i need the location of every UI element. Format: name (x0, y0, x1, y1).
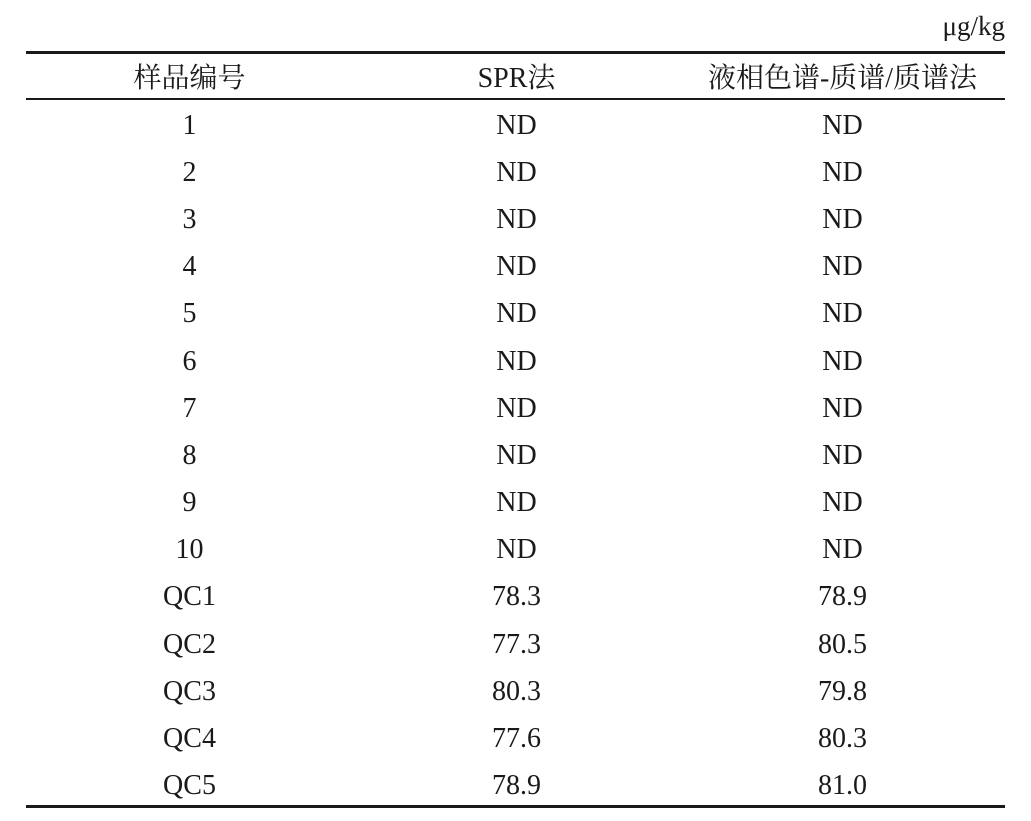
cell-spr-value: 80.3 (492, 675, 541, 707)
cell-spr-value: ND (496, 203, 537, 235)
header-lcmsms-method: 液相色谱-质谱/质谱法 (707, 63, 978, 94)
cell-lcmsms-value: 80.5 (818, 628, 867, 660)
cell-spr-value: ND (496, 109, 537, 141)
cell-lcmsms-value: ND (822, 203, 863, 235)
table-row (26, 196, 1005, 243)
cell-lcmsms-value: ND (822, 392, 863, 424)
cell-sample-id: 1 (182, 109, 197, 141)
cell-sample-id: QC1 (163, 581, 216, 613)
table-row (26, 480, 1005, 527)
cell-sample-id: 7 (182, 392, 197, 424)
cell-sample-id: 10 (175, 534, 204, 566)
cell-lcmsms-value: ND (822, 345, 863, 377)
table-row (26, 668, 1005, 715)
cell-lcmsms-value: ND (822, 251, 863, 283)
table-row (26, 621, 1005, 668)
cell-sample-id: 8 (182, 439, 197, 471)
cell-lcmsms-value: ND (822, 156, 863, 188)
table-row (26, 385, 1005, 432)
table-header-row (26, 54, 1005, 98)
cell-spr-value: 77.6 (492, 723, 541, 755)
table-row (26, 102, 1005, 149)
cell-lcmsms-value: 80.3 (818, 723, 867, 755)
cell-lcmsms-value: 78.9 (818, 581, 867, 613)
cell-sample-id: QC5 (163, 770, 216, 802)
table-bottom-rule (26, 805, 1005, 808)
cell-spr-value: ND (496, 439, 537, 471)
unit-label: μg/kg (942, 11, 1005, 41)
table-row (26, 715, 1005, 762)
cell-sample-id: 5 (182, 298, 197, 330)
cell-spr-value: ND (496, 156, 537, 188)
cell-lcmsms-value: 81.0 (818, 770, 867, 802)
cell-lcmsms-value: ND (822, 487, 863, 519)
cell-spr-value: ND (496, 298, 537, 330)
cell-lcmsms-value: ND (822, 109, 863, 141)
table-header-rule (26, 98, 1005, 100)
cell-spr-value: ND (496, 487, 537, 519)
cell-spr-value: 78.9 (492, 770, 541, 802)
cell-spr-value: ND (496, 392, 537, 424)
table-row (26, 149, 1005, 196)
cell-lcmsms-value: ND (822, 534, 863, 566)
table-row (26, 338, 1005, 385)
cell-lcmsms-value: ND (822, 439, 863, 471)
cell-sample-id: QC4 (163, 723, 216, 755)
header-sample-id: 样品编号 (133, 63, 246, 94)
cell-lcmsms-value: ND (822, 298, 863, 330)
cell-spr-value: ND (496, 534, 537, 566)
table-body (0, 102, 979, 810)
cell-spr-value: ND (496, 345, 537, 377)
table-row (26, 763, 1005, 810)
cell-spr-value: 78.3 (492, 581, 541, 613)
table-row (26, 432, 1005, 479)
cell-sample-id: 6 (182, 345, 197, 377)
cell-sample-id: 4 (182, 251, 197, 283)
cell-spr-value: ND (496, 251, 537, 283)
cell-spr-value: 77.3 (492, 628, 541, 660)
cell-sample-id: 9 (182, 487, 197, 519)
cell-sample-id: 3 (182, 203, 197, 235)
header-spr-method: SPR法 (477, 63, 556, 94)
table-row (26, 527, 1005, 574)
cell-sample-id: QC2 (163, 628, 216, 660)
cell-lcmsms-value: 79.8 (818, 675, 867, 707)
cell-sample-id: 2 (182, 156, 197, 188)
table-row (26, 291, 1005, 338)
table-row (26, 244, 1005, 291)
cell-sample-id: QC3 (163, 675, 216, 707)
table-row (26, 574, 1005, 621)
